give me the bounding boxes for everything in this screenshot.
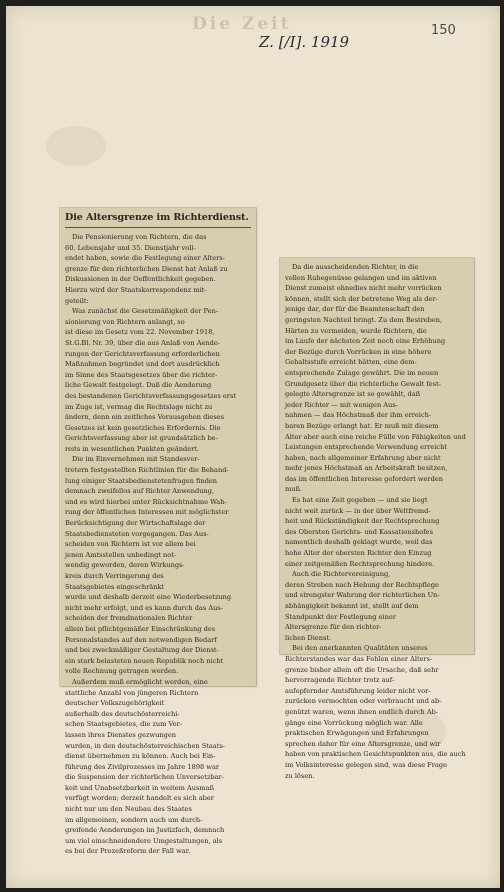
- text-line: verfügt worden; derzeit handelt es sich aber: [65, 794, 214, 803]
- text-line: entsprechende Zulage gewährt. Die im neuen: [285, 368, 439, 377]
- text-line: Diskussionen in der Oeffentlichkeit gegeben.: [65, 275, 216, 284]
- text-line: führung des Zivilprozesses im Jahre 1898 war: [65, 762, 220, 771]
- text-line: einer zeitgemäßen Rechtsprechung hindere.: [285, 559, 435, 568]
- text-line: liche Gewalt festgelegt. Daß die Aenderung: [65, 381, 212, 390]
- text-line: ändern, denn ein zeitliches Vorausgehen dieses: [65, 413, 224, 422]
- text-line: Da die ausscheidenden Richter, in die: [292, 263, 419, 271]
- text-line: Die Pensionierung von Richtern, die das: [72, 233, 207, 241]
- text-line: Alter aber auch eine reiche Fülle von Fähigkeiten und: [285, 432, 466, 441]
- text-line: abhängigkeit bekannt ist, stellt auf dem: [285, 602, 419, 610]
- text-line: Dienst zumeist ohnedies nicht mehr vorrücken: [285, 284, 442, 293]
- text-line: Was zunächst die Gesetzmäßigkeit der Pen-: [72, 307, 219, 316]
- text-line: und strengster Wahrung der richterlichen Un-: [285, 591, 440, 600]
- text-line: Standpunkt der Festlegung einer: [285, 612, 396, 621]
- text-line: lung einiger Staatsbedienstetenfragen finden: [65, 476, 218, 485]
- text-line: Bei den anerkannten Qualitäten unseres: [292, 644, 428, 653]
- text-line: lassen ihres Dienstes gezwungen: [65, 730, 177, 739]
- text-line: Die im Einvernehmen mit Standesver-: [72, 455, 200, 464]
- text-line: Gesetzes ist kein gesetzliches Erfordernis. Die: [65, 423, 221, 432]
- text-line: gänge eine Vorrückung möglich war. Alle: [285, 718, 423, 727]
- text-line: keit und Unabsetzbarkeit in weitem Ausmaß: [65, 783, 214, 792]
- text-line: Grundgesetz über die richterliche Gewalt fest-: [285, 379, 441, 388]
- text-line: und bei zweckmäßiger Gestaltung der Dienst-: [65, 646, 219, 655]
- text-line: reits in wesentlichen Punkten geändert.: [65, 444, 200, 453]
- text-line: namentlich deshalb geklagt wurde, weil das: [285, 538, 433, 547]
- text-line: haben, nach allgemeiner Erfahrung aber nicht: [285, 453, 441, 462]
- newspaper-clipping-left: [60, 208, 256, 856]
- text-line: es bei der Prozeßreform der Fall war.: [65, 847, 191, 856]
- text-line: Es hat eine Zeit gegeben — und sie liegt: [292, 496, 428, 505]
- text-line: Außerdem muß ermöglicht werden, eine: [72, 677, 208, 686]
- text-line: Hierzu wird der Staatskorrespondenz mit-: [65, 285, 207, 294]
- text-line: Maßnahmen begründet und dort ausdrücklich: [65, 360, 220, 369]
- text-line: Gehaltsstufe erreicht hätten, eine dem-: [285, 358, 417, 367]
- text-line: können, stellt sich der betretene Weg als der-: [285, 294, 438, 303]
- text-line: volle Rechnung getragen werden.: [65, 667, 179, 676]
- text-line: des bestandenen Gerichtsverfassungsgesetzes erst: [65, 391, 236, 400]
- text-line: des Obersten Gerichts- und Kassationshofes: [285, 527, 433, 536]
- text-line: scheiden der fremdnationalen Richter: [65, 614, 193, 623]
- text-line: im Zuge ist, vermag die Rechtslage nicht zu: [65, 402, 213, 411]
- text-line: wurde und deshalb derzeit eine Wiederbesetzung: [65, 593, 232, 602]
- text-line: greifende Aenderungen im Justizfach, demnach: [65, 826, 225, 835]
- text-line: rungen der Gerichtsverfassung erforderlichen: [65, 349, 220, 358]
- headline-rule: [65, 227, 251, 228]
- text-line: wendig geworden, deren Wirkungs-: [65, 561, 185, 570]
- paper-stain: [46, 126, 106, 166]
- text-line: Personalstandes auf den notwendigen Bedarf: [65, 635, 217, 644]
- text-line: sionierung von Richtern anlangt, so: [65, 317, 185, 326]
- text-line: Leistungen entsprechende Verwendung erreicht: [285, 443, 447, 452]
- text-line: das im öffentlichen Interesse gefordert werden: [285, 474, 443, 483]
- text-line: St.G.Bl. Nr. 39, über die aus Anlaß von Aende-: [65, 338, 220, 347]
- text-line: nahmen — das Höchstmaß der ihm erreich-: [285, 411, 432, 420]
- text-line: vollen Ruhegenüsse gelangen und im aktiven: [285, 273, 437, 282]
- text-line: im allgemeinen, sondern auch um durch-: [65, 815, 203, 824]
- text-line: aufopfernder Amtsführung leider nicht vor-: [285, 686, 431, 695]
- text-line: Richterstandes war das Fehlen einer Alters-: [285, 654, 433, 663]
- text-line: praktischen Erwägungen und Erfahrungen: [285, 729, 429, 738]
- text-line: hervorragende Richter trotz auf-: [285, 676, 395, 685]
- text-line: die Suspension der richterlichen Unversetzbar-: [65, 773, 224, 782]
- text-line: heit und Rückständigkeit der Rechtsprechung: [285, 517, 440, 526]
- text-line: grenze bisher allein oft die Ursache, daß sehr: [285, 665, 439, 674]
- text-line: um viel einschneidendere Umgestaltungen, als: [65, 836, 223, 845]
- text-line: im Volksinteresse gelegen sind, was diese Frage: [285, 760, 448, 769]
- text-line: endet haben, sowie die Festlegung einer Alters-: [65, 254, 225, 263]
- text-line: gelegte Altersgrenze ist so gewählt, daß: [285, 390, 421, 399]
- text-line: sprechen daher für eine Altersgrenze, und wir: [285, 739, 441, 748]
- text-line: scheiden von Richtern ist vor allem bei: [65, 540, 196, 549]
- article-body-left: [65, 232, 251, 857]
- text-line: im Sinne des Staatsgesetzes über die richter-: [65, 370, 218, 379]
- archive-stamp: Die Zeit: [192, 14, 292, 34]
- text-line: rung der öffentlichen Interessen mit möglichster: [65, 508, 229, 517]
- handwritten-date: Z. [/I]. 1919: [259, 33, 350, 51]
- text-line: Härten zu vermeiden, wurde Richtern, die: [285, 326, 427, 335]
- article-headline: Die Altersgrenze im Richterdienst.: [65, 212, 249, 223]
- text-line: lichen Dienst.: [285, 633, 332, 642]
- text-line: nicht nur um den Neubau des Staates: [65, 805, 192, 814]
- text-line: mehr jenes Höchstmaß an Arbeitskraft besitzen,: [285, 464, 448, 473]
- text-line: nicht mehr erfolgt, und es kann durch das Aus-: [65, 603, 223, 612]
- text-line: ist diese im Gesetz vom 22. November 1918,: [65, 328, 215, 337]
- page-number: 150: [431, 23, 456, 38]
- text-line: nicht weit zurück — in der über Weltfremd-: [285, 506, 431, 515]
- text-line: im Laufe der nächsten Zeit noch eine Erhöhung: [285, 337, 446, 346]
- text-line: Altersgrenze für den richter-: [285, 623, 382, 632]
- text-line: wurden, in den deutschösterreichischen Staats-: [65, 741, 225, 750]
- text-line: zu lösen.: [285, 771, 315, 780]
- text-line: Gerichtsverfassung aber ist grundsätzlich be-: [65, 434, 218, 443]
- text-line: haben von praktischen Gesichtspunkten aus, die auch: [285, 750, 466, 759]
- text-line: geringsten Nachteil bringt. Zu dem Bestreben,: [285, 315, 443, 324]
- text-line: jeder Richter — mit wenigen Aus-: [285, 400, 398, 409]
- text-line: Auch die Richtervereinigung,: [292, 570, 391, 579]
- text-line: tretern festgestellten Richtlinien für die Behand-: [65, 466, 229, 475]
- text-line: dienst übernehmen zu können. Auch bei Ein-: [65, 752, 216, 761]
- text-line: zurücken vermochten oder verbraucht und ab-: [285, 697, 442, 706]
- text-line: außerhalb des deutschösterreichi-: [65, 709, 180, 718]
- text-line: jenige dar, der für die Beamtenschaft den: [285, 305, 425, 314]
- text-line: demnach zweifellos auf Richter Anwendung,: [65, 487, 215, 496]
- text-line: schen Staatsgebietes, die zum Ver-: [65, 720, 182, 729]
- text-line: grenze für den richterlichen Dienst hat Anlaß zu: [65, 264, 228, 273]
- text-line: und es wird hierbei unter Rücksichtnahme Wah-: [65, 497, 227, 506]
- text-line: hohe Alter der obersten Richter den Einzug: [285, 549, 432, 558]
- newspaper-clipping-right: [280, 258, 474, 780]
- text-line: allein bei pflichtgemäßer Einschränkung des: [65, 624, 216, 633]
- text-line: 60. Lebensjahr und 35. Dienstjahr voll-: [65, 243, 196, 252]
- text-line: Staatsgebietes eingeschränkt: [65, 582, 165, 591]
- text-line: kreis durch Verringerung des: [65, 572, 164, 580]
- text-line: stattliche Anzahl von jüngeren Richtern: [65, 688, 199, 697]
- text-line: geteilt:: [65, 296, 89, 305]
- text-line: Berücksichtigung der Wirtschaftslage der: [65, 519, 206, 528]
- text-line: baren Bezüge erlangt hat. Er muß mit diesem: [285, 421, 439, 430]
- text-line: muß.: [285, 485, 302, 494]
- text-line: genützt waren, wenn ihnen endlich durch Ab-: [285, 707, 439, 716]
- text-line: deren Streben nach Hebung der Rechtspflege: [285, 580, 439, 589]
- article-body-right: [285, 262, 469, 781]
- text-line: jenen Amtsstellen unbedingt not-: [65, 550, 177, 559]
- text-line: ein stark belasteten neuen Republik noch nicht: [65, 656, 224, 665]
- text-line: der Bezüge durch Vorrücken in eine höhere: [285, 347, 432, 356]
- text-line: Staatsbediensteten vorgegangen. Das Aus-: [65, 529, 209, 538]
- text-line: deutscher Volkszugehörigkeit: [65, 699, 165, 708]
